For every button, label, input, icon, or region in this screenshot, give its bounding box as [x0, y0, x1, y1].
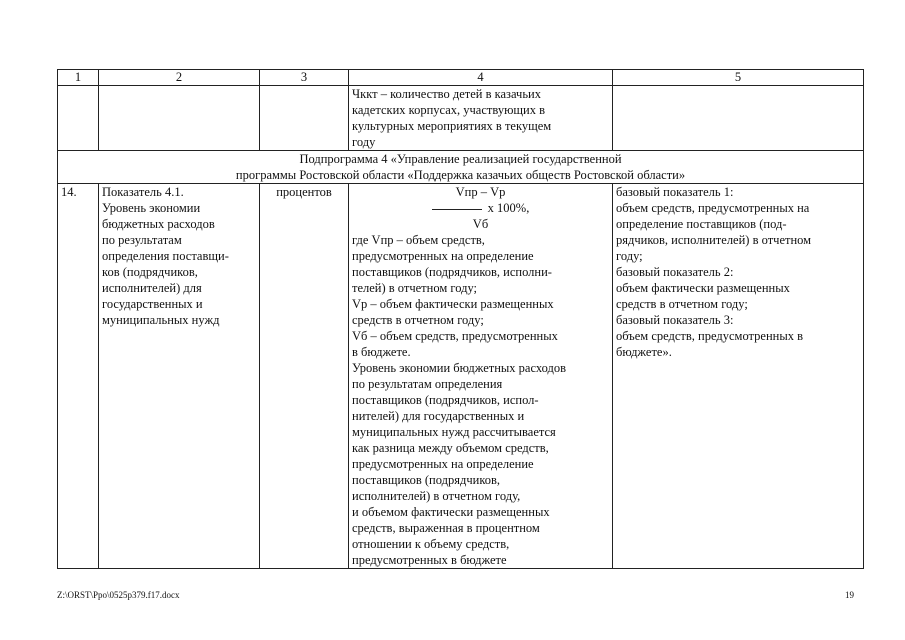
header-col-1: 1: [58, 70, 99, 86]
base-line: объем средств, предусмотренных на: [616, 201, 810, 215]
desc-line: поставщиков (подрядчиков, испол-: [352, 393, 539, 407]
base-line: объем средств, предусмотренных в: [616, 329, 803, 343]
indicator-line: ков (подрядчиков,: [102, 265, 198, 279]
desc-line: как разница между объемом средств,: [352, 441, 549, 455]
file-path-footer: Z:\ORST\Ppo\0525p379.f17.docx: [57, 590, 180, 600]
cont-line: Чккт – количество детей в казачьих: [352, 87, 541, 101]
indicator-line: Уровень экономии: [102, 201, 201, 215]
cont-formula-cell: [349, 86, 613, 151]
desc-line: отношении к объему средств,: [352, 537, 510, 551]
desc-line: предусмотренных в бюджете: [352, 553, 507, 567]
desc-line: по результатам определения: [352, 377, 503, 391]
cont-line: культурных мероприятиях в текущем: [352, 119, 552, 133]
header-col-2: 2: [99, 70, 260, 86]
indicator-row-14: [58, 184, 864, 569]
desc-line: предусмотренных на определение: [352, 249, 534, 263]
desc-line: Vр – объем фактически размещенных: [352, 297, 554, 311]
cont-col-2: [99, 86, 260, 151]
desc-line: предусмотренных на определение: [352, 457, 534, 471]
desc-line: средств, выраженная в процентном: [352, 521, 540, 535]
subprogram-heading: [58, 151, 864, 184]
formula-denominator: Vб: [472, 217, 489, 231]
formula-numerator: Vпр – Vр: [455, 185, 506, 199]
cont-col-3: [260, 86, 349, 151]
indicator-line: муниципальных нужд: [102, 313, 220, 327]
base-line: базовый показатель 2:: [616, 265, 734, 279]
indicator-line: определения поставщи-: [102, 249, 229, 263]
base-indicators-cell: [613, 184, 864, 569]
header-col-4: 4: [349, 70, 613, 86]
continuation-row: [58, 86, 864, 151]
indicator-line: государственных и: [102, 297, 203, 311]
indicator-line: Показатель 4.1.: [102, 185, 184, 199]
subprogram-title-line-2: программы Ростовской области «Поддержка казачьих обществ Ростовской области»: [235, 168, 686, 182]
desc-line: Уровень экономии бюджетных расходов: [352, 361, 567, 375]
page-number: 19: [845, 590, 854, 600]
formula-factor: х 100%,: [487, 201, 530, 215]
desc-line: муниципальных нужд рассчитывается: [352, 425, 556, 439]
base-line: базовый показатель 1:: [616, 185, 734, 199]
cont-line: кадетских корпусах, участвующих в: [352, 103, 546, 117]
desc-line: поставщиков (подрядчиков, исполни-: [352, 265, 552, 279]
desc-line: телей) в отчетном году;: [352, 281, 478, 295]
formula-middle-row: [352, 200, 609, 216]
desc-line: нителей) для государственных и: [352, 409, 525, 423]
desc-line: где Vпр – объем средств,: [352, 233, 485, 247]
base-line: определение поставщиков (под-: [616, 217, 787, 231]
desc-line: и объемом фактически размещенных: [352, 505, 550, 519]
base-line: рядчиков, исполнителей) в отчетном: [616, 233, 812, 247]
subprogram-title-line-1: Подпрограмма 4 «Управление реализацией государственной: [299, 152, 622, 166]
indicator-line: бюджетных расходов: [102, 217, 215, 231]
section-row: [58, 151, 864, 184]
cont-col-5: [613, 86, 864, 151]
formula-cell: [349, 184, 613, 569]
cont-col-1: [58, 86, 99, 151]
base-line: средств в отчетном году;: [616, 297, 748, 311]
base-line: году;: [616, 249, 643, 263]
indicator-line: по результатам: [102, 233, 182, 247]
header-row: [58, 70, 864, 86]
base-line: объем фактически размещенных: [616, 281, 790, 295]
desc-line: средств в отчетном году;: [352, 313, 484, 327]
indicator-name-cell: [99, 184, 260, 569]
header-col-5: 5: [613, 70, 864, 86]
desc-line: в бюджете.: [352, 345, 411, 359]
cont-line: году: [352, 135, 376, 149]
row-number: 14.: [58, 184, 99, 569]
desc-line: поставщиков (подрядчиков,: [352, 473, 501, 487]
base-line: бюджете».: [616, 345, 672, 359]
indicator-table: [57, 69, 864, 569]
desc-line: Vб – объем средств, предусмотренных: [352, 329, 558, 343]
base-line: базовый показатель 3:: [616, 313, 734, 327]
header-col-3: 3: [260, 70, 349, 86]
unit-cell: процентов: [260, 184, 349, 569]
indicator-line: исполнителей) для: [102, 281, 202, 295]
desc-line: исполнителей) в отчетном году,: [352, 489, 521, 503]
fraction-bar: [432, 209, 482, 210]
